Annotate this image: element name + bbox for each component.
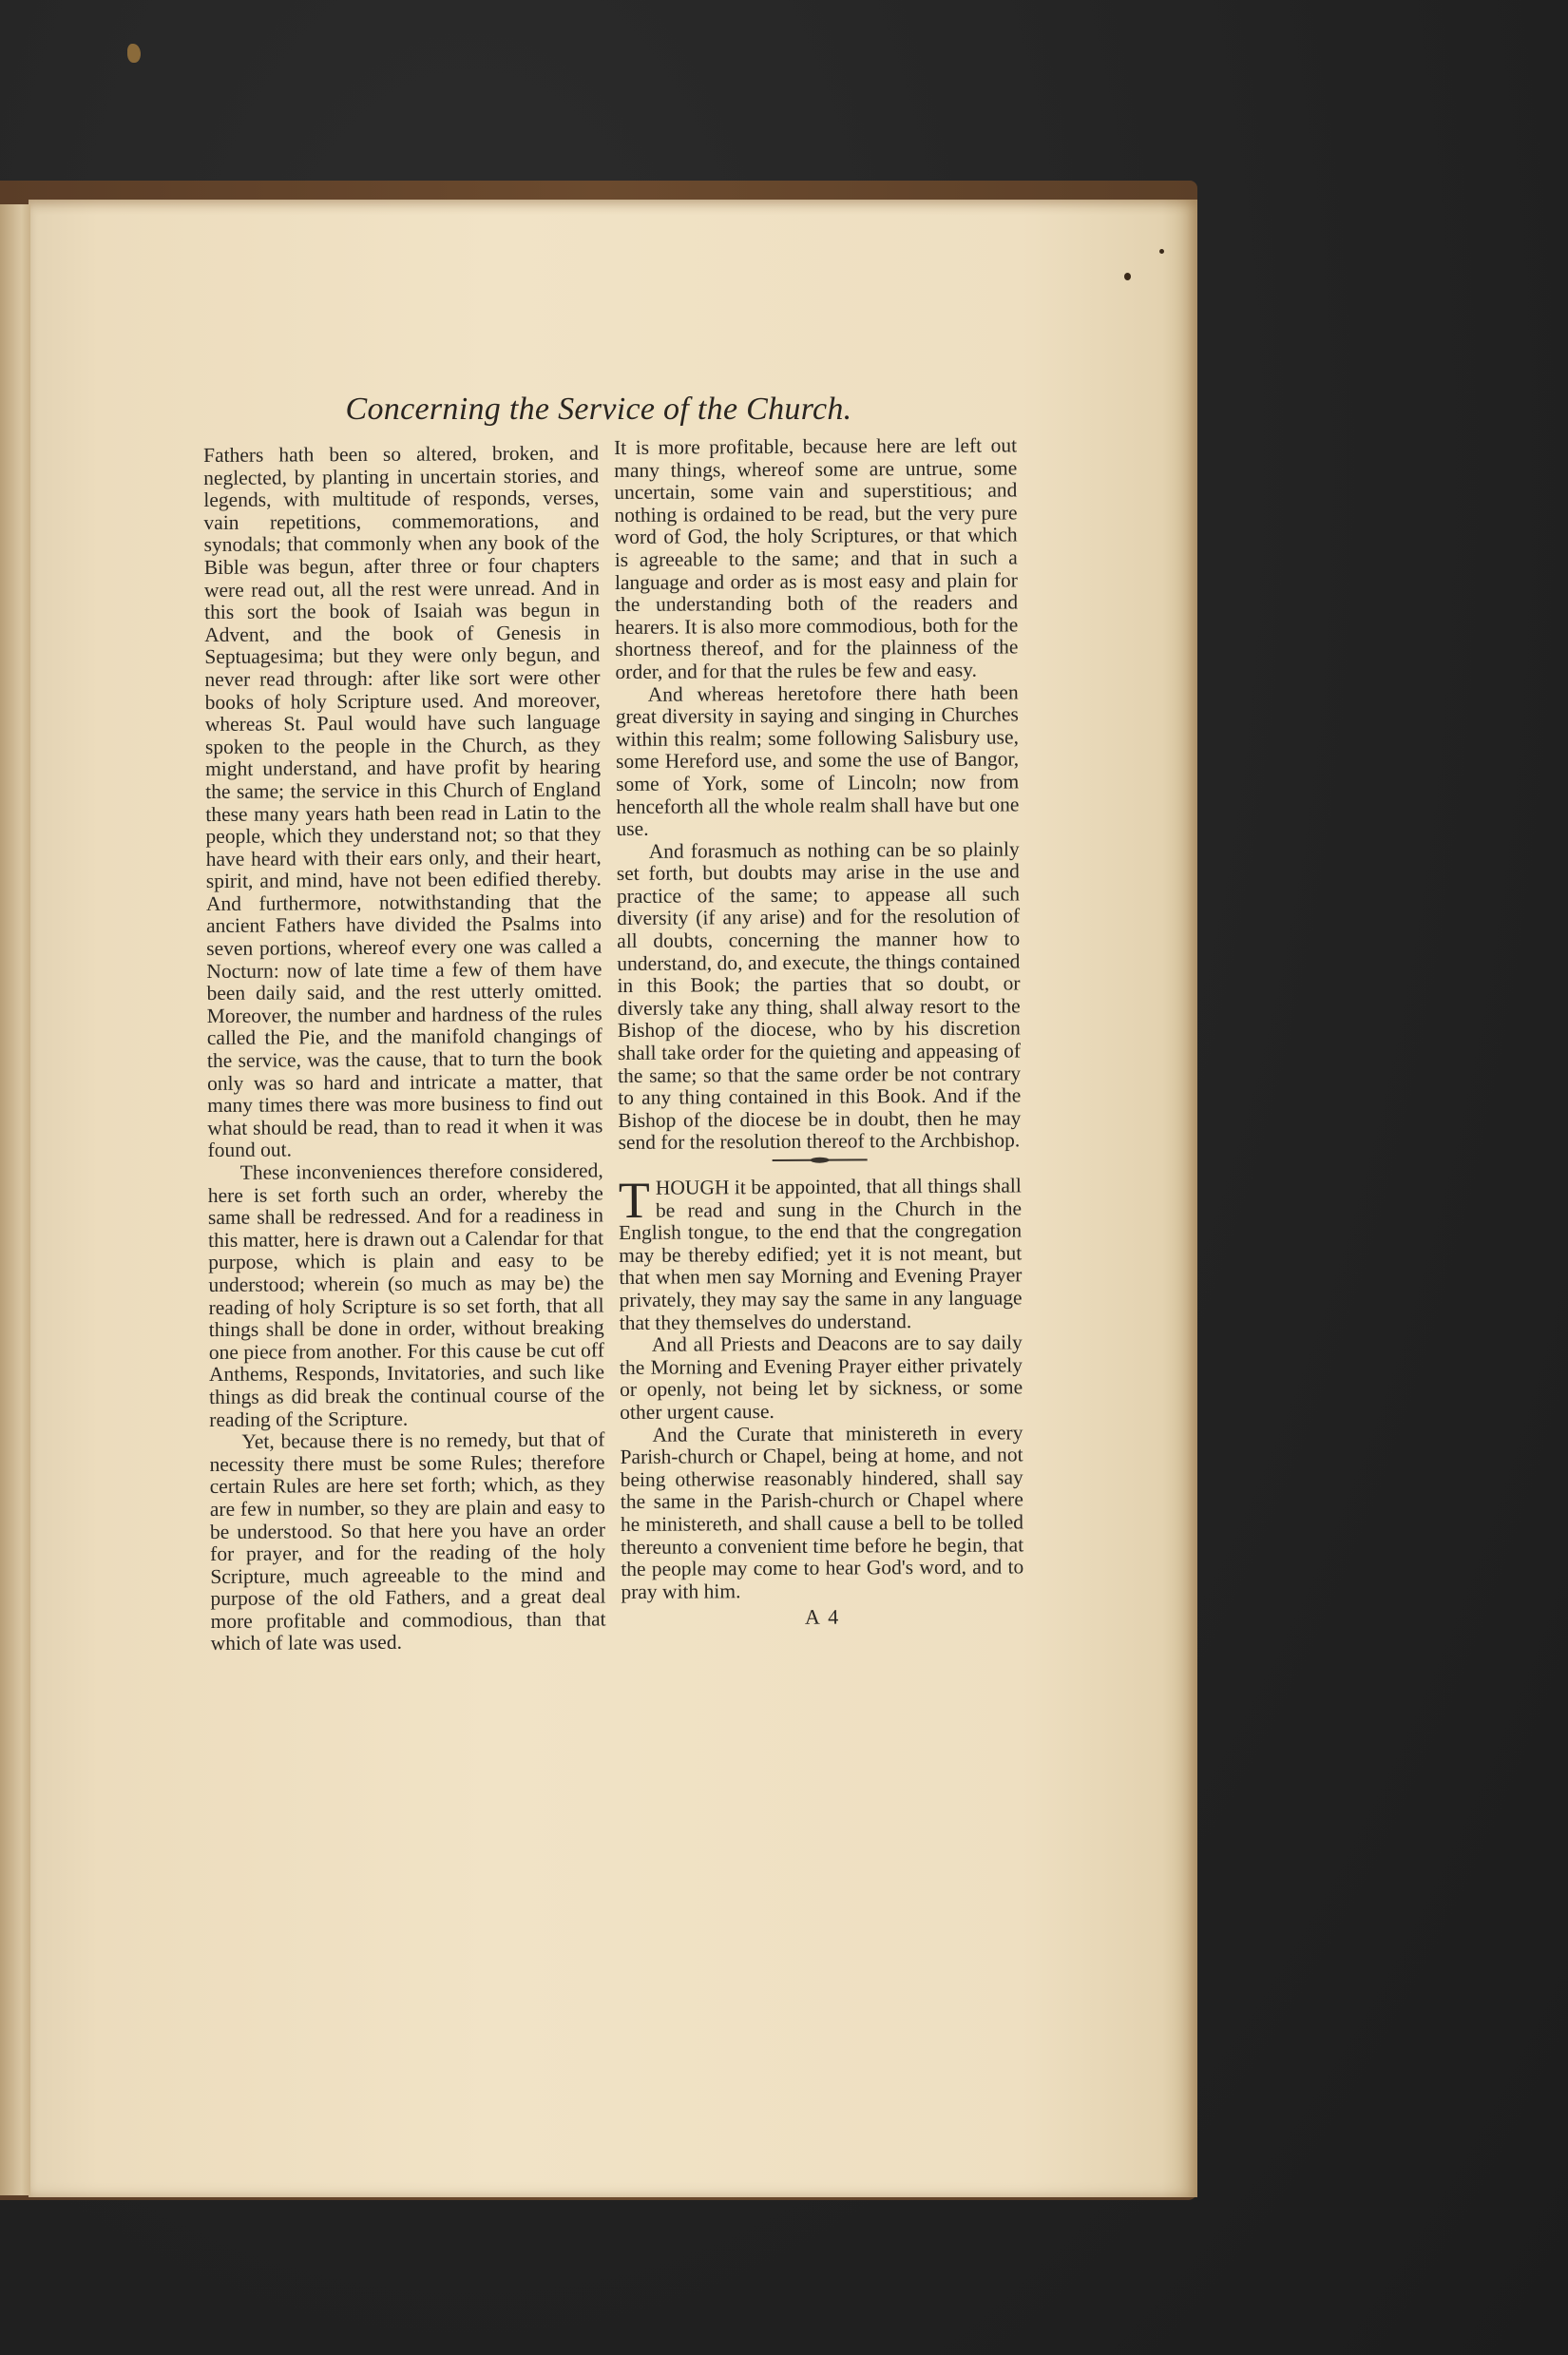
paragraph: Fathers hath been so altered, broken, and neglected, by planting in uncertain stories, and legends, with multitude of responds, verses, vain repetitions, commemorations, and synodals; that commonly when any book of the Bible was begun, after three or four chapters were read out, all the rest were unread. And in this sort the book of Isaiah was begun in Advent, and the book of Genesis in Septuagesima; but they were only begun, and never read through: after like sort were other books of holy Scripture used. And moreover, whereas St. Paul would have such language spoken to the people in the Church, as they might understand, and have profit by hearing the same; the service in this Church of England these many years hath been read in Latin to the people, which they understand not; so that they have heard with their ears only, and their heart, spirit, and mind, have not been edified thereby. And furthermore, notwithstanding that the ancient Fathers have divided the Psalms into seven portions, whereof every one was called a Nocturn: now of late time a few of them have been daily said, and the rest utterly omitted. Moreover, the number and hardness of the rules called the Pie, and the manifold changings of the service, was the cause, that to turn the book only was so hard and intricate a matter, that many times there was more business to find out what should be read, than to read it when it was found out. (202, 441, 603, 1162)
page-header: Concerning the Service of the Church. (345, 392, 852, 427)
page-spot (1159, 249, 1164, 254)
paragraph: These inconveniences therefore considered, here is set forth such an order, whereby the same shall be redressed. And for a readiness in this matter, here is drawn out a Calendar for that purpose, which is plain and easy to be understood; wherein (so much as may be) the reading of holy Scripture is so set forth, that all things shall be done in order, without breaking one piece from another. For this cause be cut off Anthems, Responds, Invitatories, and such like things as did break the continual course of the reading of the Scripture. (207, 1158, 605, 1431)
page-spot (1124, 273, 1131, 280)
paragraph: And the Curate that ministereth in every Parish-church or Chapel, being at home, and not being otherwise reasonably hindered, shall say the same in the Parish-church or Chapel where he ministereth, and shall cause a bell to be tolled thereunto a convenient time before he begin, that the people may come to hear God's word, and to pray with him. (620, 1420, 1024, 1603)
section-divider (773, 1157, 868, 1163)
paragraph: And all Priests and Deacons are to say daily the Morning and Evening Prayer either privately or openly, not being let by sickness, or some other urgent cause. (619, 1331, 1023, 1424)
page-gutter (0, 204, 30, 2195)
paragraph: And whereas heretofore there hath been great diversity in saying and singing in Churches within this realm; some following Salisbury use, some Hereford use, and some the use of Bangor, some of York, some of Lincoln; now from henceforth all the whole realm shall have but one use. (615, 680, 1020, 841)
signature-mark: A 4 (804, 1604, 841, 1630)
paragraph: It is more profitable, because here are left out many things, whereof some are untrue, some uncertain, some vain and superstitious; and nothing is ordained to be read, but the very pure word of God, the holy Scriptures, or that which is agreeable to the same; and that in such a language and order as is most easy and plain for the understanding both of the readers and hearers. It is also more commodious, both for the shortness thereof, and for the plainness of the order, and for that the rules be few and easy. (613, 433, 1019, 683)
paragraph: And forasmuch as nothing can be so plainly set forth, but doubts may arise in the use and practice of the same; to appease all such diversity (if any arise) and for the resolution of all doubts, concerning the manner how to understand, do, and execute, the things contained in this Book; the parties that so doubt, or diversly take any thing, shall alway resort to the Bishop of the diocese, who by his discretion shall take order for the quieting and appeasing of the same; so that the same order be not contrary to any thing contained in this Book. And if the Bishop of the diocese be in doubt, then he may send for the resolution thereof to the Archbishop. (616, 837, 1022, 1155)
left-column (203, 442, 606, 1656)
paragraph-text: HOUGH it be appointed, that all things shall be read and sung in the Church in the English tongue, to the end that the congregation may be thereby edified; yet it is not meant, but that when men say Morning and Evening Prayer privately, they may say the same in any language that they themselves do understand. (619, 1174, 1023, 1334)
section-opening-paragraph (618, 1171, 1023, 1334)
right-column (614, 434, 1024, 1629)
drop-cap: T (618, 1171, 651, 1229)
debris-speck (127, 44, 141, 63)
paragraph: Yet, because there is no remedy, but that of necessity there must be some Rules; therefore certain Rules are here set forth; which, as they are few in number, so they are plain and easy to be understood. So that here you have an order for prayer, and for the reading of the holy Scripture, much agreeable to the mind and purpose of the old Fathers, and a great deal more profitable and commodious, than that which of late was used. (209, 1427, 606, 1656)
